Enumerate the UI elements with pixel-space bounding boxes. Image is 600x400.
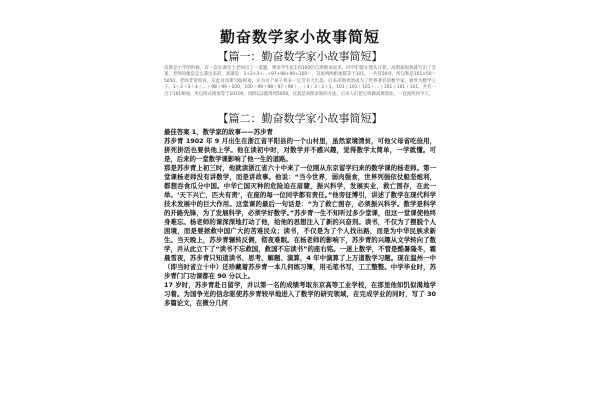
section-1-text: 高斯是小学的时候，有一次在课堂上老师出了一道题，要求学生把1到100的自然数加起来，同学们都在埋头计算，高斯却很快就写出了答案，老师问他是怎么算出来的，高斯说：1+2+3+…+97+98+99+100＝，首尾两两相加都等于101，一共有50对，所以和是101×50＝5050。老师非常惊讶，从此对高斯另眼相看，认为这个孩子将来一定会有大出息。后来高斯果然成为了世界著名的数学家，被誉为数学王子。1＋2＋3＋4＋…＋98＋99＋100，100＋99＋98＋97＋96＋…＋4＋3＋2＋1，101＋101＋101＋…＋101＋101＋101，共有一百个101相加，所以两式相加等于10100，再除以2就得到5050，这就是高斯求和的方法，后来人们把它叫做高斯算法，一直流传到今天。	[164, 66, 436, 97]
body-paragraph: 最佳答案 1、数学家的故事——苏步青	[164, 128, 273, 136]
section-heading-2: 【篇二：勤奋数学家小故事简短】	[217, 112, 383, 125]
section-2-body	[164, 128, 436, 308]
document-page	[156, 0, 444, 400]
body-paragraph: 苏步青 1902 年 9 月出生在浙江省平阳县的一个山村里，虽然家境清贫，可他父母省吃俭用，拼死拼活也要供他上学。他在读初中时，对数学并不感兴趣，觉得数学太简单，一学就懂。可是，后来的一堂数学课影响了他一生的道路。	[164, 137, 436, 163]
body-paragraph: 那是苏步青上初三时，他就读浙江省六十中来了一位刚从东京留学归来的数学课的杨老师。第一堂课杨老师没有讲数学，而是讲故事。他说：“当今世界，弱肉强食，世界列强依仗船坚炮利，都想吞食瓜分中国。中华亡国灭种的危险迫在眉睫，振兴科学，发展实业，救亡图存，在此一举。‘天下兴亡，匹夫有责’，在座的每一位同学都有责任。”他旁征博引，讲述了数学在现代科学技术发展中的巨大作用。这堂课的最后一句话是：“为了救亡图存，必须振兴科学。数学是科学的开路先锋，为了发展科学，必须学好数学。”苏步青一生不知听过多少堂课，但这一堂课使他终身难忘。杨老师的课深深地打动了他，给他的思想注入了新的兴奋剂。读书，不仅为了摆脱个人困境，而是要拯救中国广大的苦难民众；读书，不仅是为了个人找出路，而是为中华民族求新生。当天晚上，苏步青辗转反侧，彻夜难眠。在杨老师的影响下，苏步青的兴趣从文学转向了数学，并从此立下了“读书不忘救国，救国不忘读书”的座右铭。一迷上数学，不管是酷暑隆冬，霜晨雪夜，苏步青只知道读书、思考、解题、演算，4 年中演算了上万道数学习题。现在温州一中（即当时省立十中）还珍藏着苏步青一本几何练习簿，用毛笔书写，工工整整。中学毕业时，苏步青门门功课都在 90 分以上。	[164, 164, 436, 280]
page-title: 勤奋数学家小故事简短	[219, 28, 380, 46]
section-heading-1: 【篇一：勤奋数学家小故事简短】	[217, 50, 383, 63]
body-paragraph: 17 岁时，苏步青赴日留学，并以第一名的成绩考取东京高等工业学校，在那里他如饥似渴地学习着。为国争光的信念驱使苏步青较早地进入了数学的研究领域，在完成学业的同时，写了 30 多篇论文，在微分几何	[164, 281, 436, 307]
